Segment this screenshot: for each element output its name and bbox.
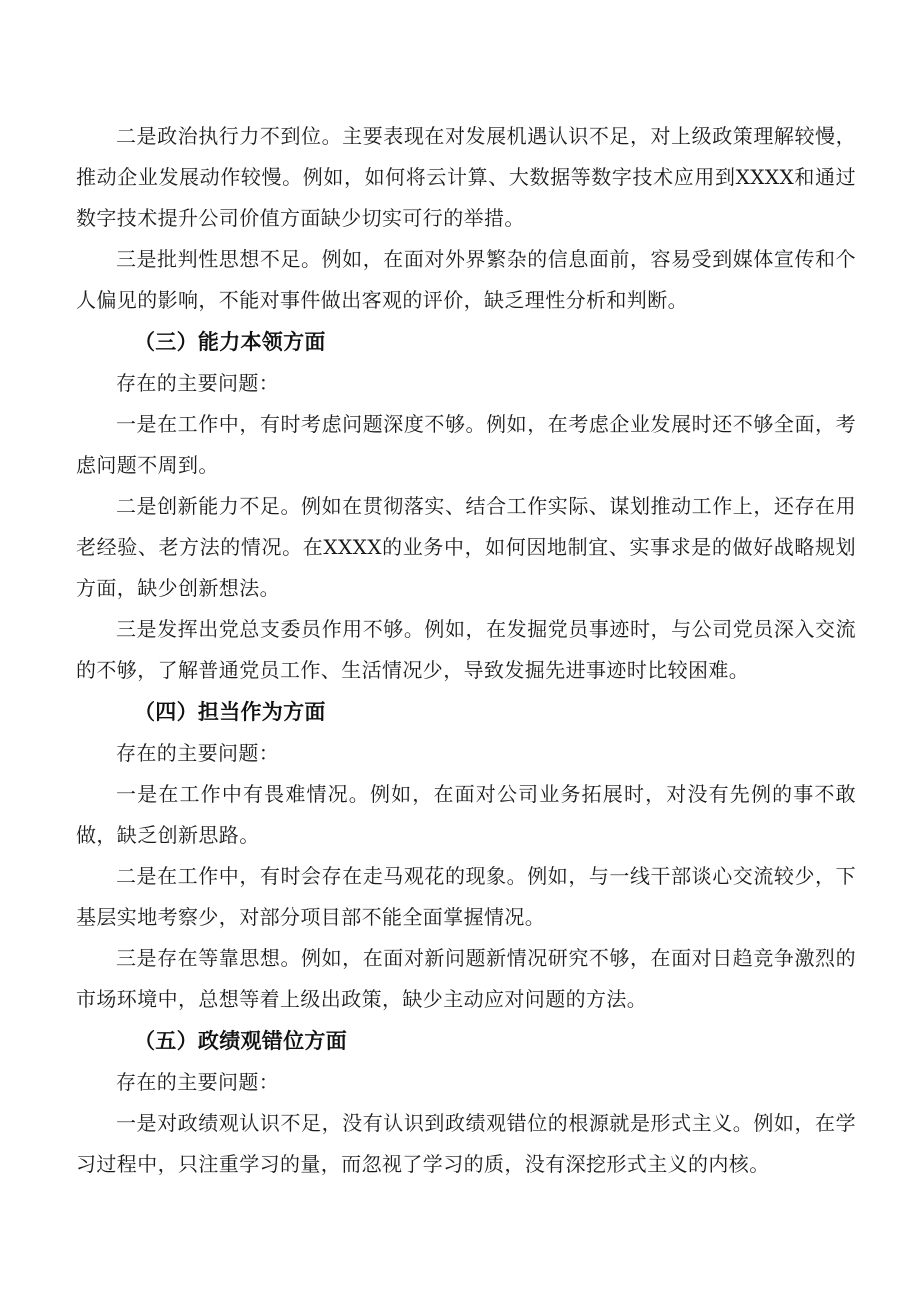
paragraph-performance-view-1: 一是对政绩观认识不足，没有认识到政绩观错位的根源就是形式主义。例如，在学习过程中，只注重学习的量，而忽视了学习的质，没有深挖形式主义的内核。: [76, 1111, 856, 1176]
paragraph-ability-2: 二是创新能力不足。例如在贯彻落实、结合工作实际、谋划推动工作上，还存在用老经验、老方法的情况。在XXXX的业务中，如何因地制宜、实事求是的做好战略规划方面，缺少创新想法。: [76, 494, 856, 600]
paragraph-problems-intro: 存在的主要问题：: [116, 371, 280, 395]
section-heading-ability: （三）能力本领方面: [134, 330, 326, 354]
paragraph-problems-intro: 存在的主要问题：: [116, 1070, 280, 1094]
paragraph-ability-3: 三是发挥出党总支委员作用不够。例如，在发掘党员事迹时，与公司党员深入交流的不够，了解普通党员工作、生活情况少，导致发掘先进事迹时比较困难。: [76, 617, 856, 682]
document-body: [76, 116, 856, 1185]
paragraph-responsibility-1: 一是在工作中有畏难情况。例如，在面对公司业务拓展时，对没有先例的事不敢做，缺乏创新思路。: [76, 782, 856, 847]
paragraph-responsibility-2: 二是在工作中，有时会存在走马观花的现象。例如，与一线干部谈心交流较少，下基层实地考察少，对部分项目部不能全面掌握情况。: [76, 864, 856, 929]
section-heading-performance-view: （五）政绩观错位方面: [134, 1029, 347, 1053]
section-heading-responsibility: （四）担当作为方面: [134, 700, 326, 724]
paragraph-ability-1: 一是在工作中，有时考虑问题深度不够。例如，在考虑企业发展时还不够全面，考虑问题不周到。: [76, 412, 856, 477]
paragraph-critical-thinking: 三是批判性思想不足。例如，在面对外界繁杂的信息面前，容易受到媒体宣传和个人偏见的影响，不能对事件做出客观的评价，缺乏理性分析和判断。: [76, 247, 856, 312]
paragraph-problems-intro: 存在的主要问题：: [116, 741, 280, 765]
paragraph-responsibility-3: 三是存在等靠思想。例如，在面对新问题新情况研究不够，在面对日趋竞争激烈的市场环境中，总想等着上级出政策，缺少主动应对问题的方法。: [76, 946, 856, 1011]
paragraph-political-execution: 二是政治执行力不到位。主要表现在对发展机遇认识不足，对上级政策理解较慢，推动企业发展动作较慢。例如，如何将云计算、大数据等数字技术应用到XXXX和通过数字技术提升公司价值方面缺少切实可行的举措。: [76, 124, 856, 230]
